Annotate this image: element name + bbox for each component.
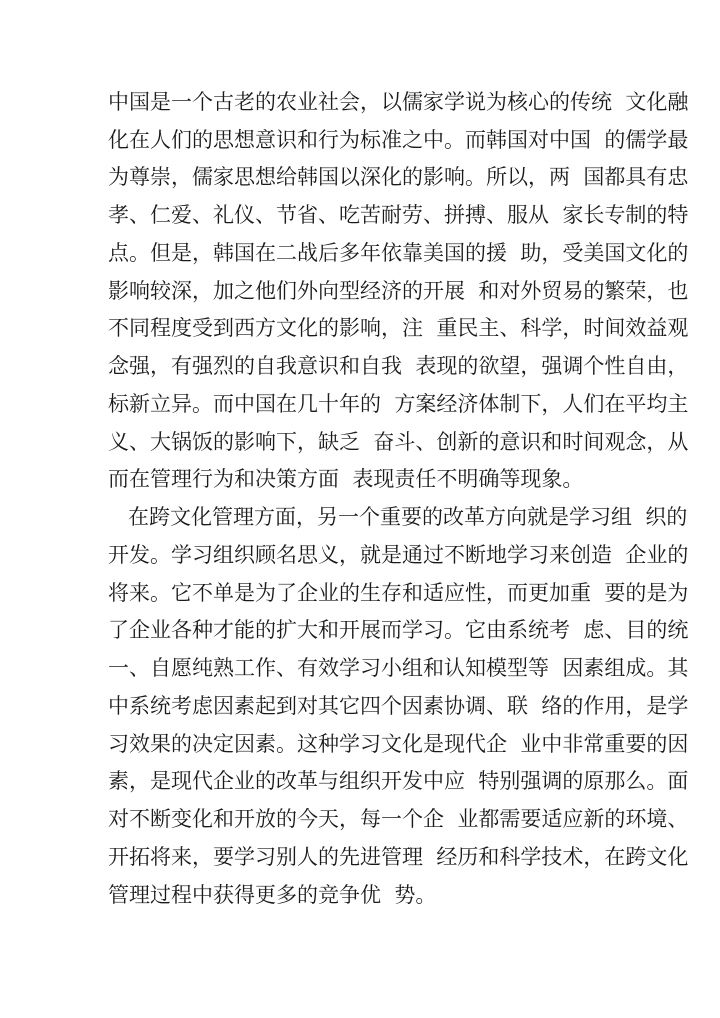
- text-line: 一、自愿纯熟工作、有效学习小组和认知模型等 因素组成。其: [108, 656, 689, 680]
- text-line: 中国是一个古老的农业社会，以儒家学说为核心的传统 文化融: [108, 90, 689, 114]
- text-line: 开发。学习组织顾名思义，就是通过不断地学习来创造 企业的: [108, 543, 689, 567]
- text-line: 管理过程中获得更多的竞争优 势。: [108, 883, 437, 907]
- text-line: 义、大锅饭的影响下，缺乏 奋斗、创新的意识和时间观念，从: [108, 430, 689, 454]
- text-line: 标新立异。而中国在几十年的 方案经济体制下，人们在平均主: [108, 392, 689, 416]
- text-line: 在跨文化管理方面，另一个重要的改革方向就是学习组 织的: [128, 505, 688, 529]
- text-line: 习效果的决定因素。这种学习文化是现代企 业中非常重要的因: [108, 732, 689, 756]
- text-line: 为尊崇，儒家思想给韩国以深化的影响。所以，两 国都具有忠: [108, 165, 689, 189]
- text-line: 不同程度受到西方文化的影响，注 重民主、科学，时间效益观: [108, 316, 689, 340]
- text-line: 素，是现代企业的改革与组织开发中应 特别强调的原那么。面: [108, 769, 689, 793]
- text-line: 将来。它不单是为了企业的生存和适应性，而更加重 要的是为: [108, 581, 689, 605]
- text-line: 化在人们的思想意识和行为标准之中。而韩国对中国 的儒学最: [108, 128, 689, 152]
- text-line: 开拓将来，要学习别人的先进管理 经历和科学技术，在跨文化: [108, 845, 689, 869]
- text-line: 影响较深，加之他们外向型经济的开展 和对外贸易的繁荣，也: [108, 279, 689, 303]
- text-line: 而在管理行为和决策方面 表现责任不明确等现象。: [108, 467, 584, 491]
- text-line: 孝、仁爱、礼仪、节省、吃苦耐劳、拼搏、服从 家长专制的特: [108, 203, 689, 227]
- text-line: 念强，有强烈的自我意识和自我 表现的欲望，强调个性自由，: [108, 354, 689, 378]
- text-line: 了企业各种才能的扩大和开展而学习。它由系统考 虑、目的统: [108, 618, 689, 642]
- text-line: 点。但是，韩国在二战后多年依靠美国的援 助，受美国文化的: [108, 241, 689, 265]
- text-line: 对不断变化和开放的今天，每一个企 业都需要适应新的环境、: [108, 807, 689, 831]
- text-line: 中系统考虑因素起到对其它四个因素协调、联 络的作用，是学: [108, 694, 689, 718]
